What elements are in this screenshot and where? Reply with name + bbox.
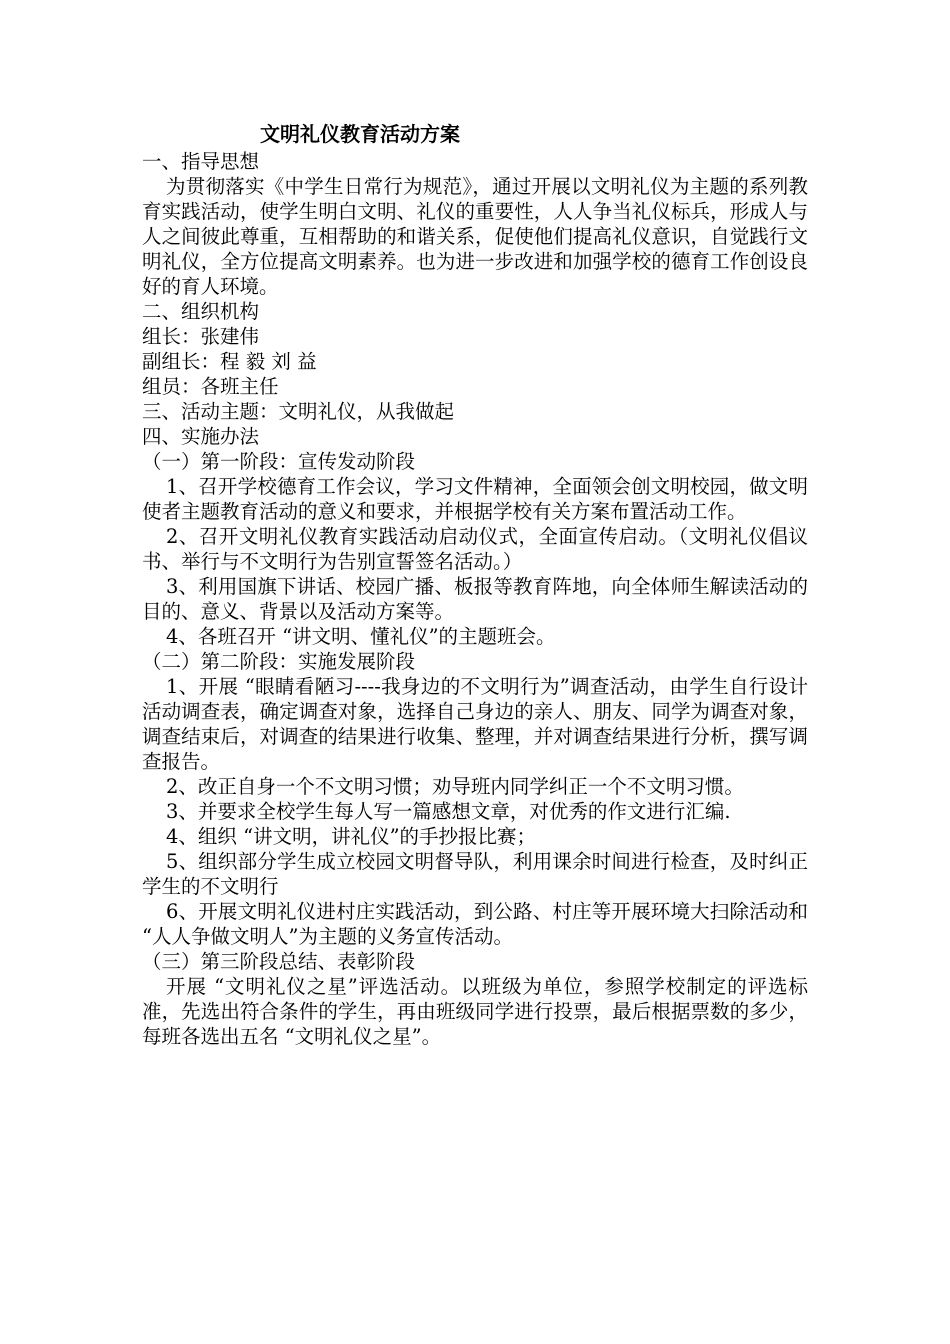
stage2-item: 3、并要求全校学生每人写一篇感想文章，对优秀的作文进行汇编. [166,800,731,823]
section-heading-implementation: 四、实施办法 [142,425,260,448]
section-heading-theme: 三、活动主题：文明礼仪，从我做起 [142,400,455,423]
stage1-item: 2、召开文明礼仪教育实践活动启动仪式，全面宣传启动。（文明礼仪倡议书、举行与不文明行为告别宣誓签名活动。） [142,525,808,573]
document-title: 文明礼仪教育活动方案 [260,122,460,146]
stage3-paragraph: 开展 “文明礼仪之星”评选活动。以班级为单位，参照学校制定的评选标准，先选出符合条件的学生，再由班级同学进行投票，最后根据票数的多少，每班各选出五名 “文明礼仪之星”。 [142,975,808,1048]
document-page [142,120,808,1049]
stage2-item: 5、组织部分学生成立校园文明督导队，利用课余时间进行检查，及时纠正学生的不文明行 [142,850,808,898]
stage1-item: 3、利用国旗下讲话、校园广播、板报等教育阵地，向全体师生解读活动的目的、意义、背景以及活动方案等。 [142,575,808,623]
stage2-item: 2、改正自身一个不文明习惯；劝导班内同学纠正一个不文明习惯。 [166,775,744,798]
guiding-ideology-paragraph: 为贯彻落实《中学生日常行为规范》，通过开展以文明礼仪为主题的系列教育实践活动，使学生明白文明、礼仪的重要性，人人争当礼仪标兵，形成人与人之间彼此尊重，互相帮助的和谐关系，促使他们提高礼仪意识，自觉践行文明礼仪，全方位提高文明素养。也为进一步改进和加强学校的德育工作创设良好的育人环境。 [142,175,808,298]
stage-heading-second: （二）第二阶段：实施发展阶段 [142,650,416,673]
group-members: 组员：各班主任 [142,375,279,398]
section-heading-organization: 二、组织机构 [142,300,260,323]
stage-heading-third: （三）第三阶段总结、表彰阶段 [142,950,416,973]
group-leader: 组长：张建伟 [142,325,260,348]
stage1-item: 1、召开学校德育工作会议，学习文件精神，全面领会创文明校园，做文明使者主题教育活动的意义和要求，并根据学校有关方案布置活动工作。 [142,475,808,523]
deputy-group-leader: 副组长：程 毅 刘 益 [142,350,317,373]
stage2-item: 6、开展文明礼仪进村庄实践活动，到公路、村庄等开展环境大扫除活动和 “人人争做文明人”为主题的义务宣传活动。 [142,900,808,948]
section-heading-guiding-ideology: 一、指导思想 [142,150,260,173]
stage2-item: 1、开展 “眼睛看陋习----我身边的不文明行为”调查活动，由学生自行设计活动调查表，确定调查对象，选择自己身边的亲人、朋友、同学为调查对象，调查结束后，对调查的结果进行收集、整理，并对调查结果进行分析，撰写调查报告。 [142,675,808,773]
stage1-item: 4、各班召开 “讲文明、懂礼仪”的主题班会。 [166,625,556,648]
stage2-item: 4、组织 “讲文明，讲礼仪”的手抄报比赛； [166,825,537,848]
stage-heading-first: （一）第一阶段：宣传发动阶段 [142,450,416,473]
